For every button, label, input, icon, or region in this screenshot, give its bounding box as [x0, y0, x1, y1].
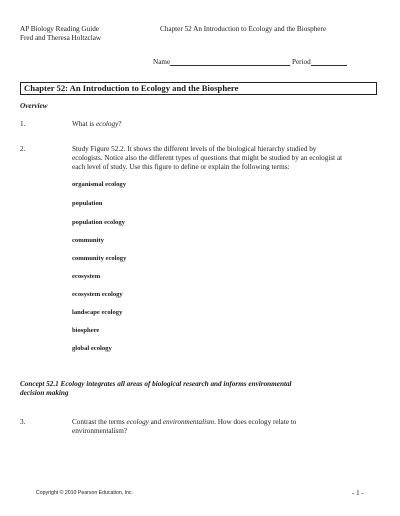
term-item: biosphere: [72, 327, 100, 334]
term-item: community ecology: [72, 255, 127, 262]
authors: Fred and Theresa Holtzclaw: [20, 34, 102, 42]
question-3: [72, 418, 382, 436]
q1-text: What is: [72, 120, 96, 128]
header-left: [20, 25, 101, 43]
chapter-title-box: [20, 82, 377, 95]
term-item: global ecology: [72, 345, 112, 352]
name-period-line: [153, 58, 347, 66]
copyright-notice: Copyright © 2010 Pearson Education, Inc.: [36, 490, 133, 496]
q3-text-after: . How does ecology relate to: [214, 418, 297, 426]
q1-number: 1.: [20, 120, 26, 128]
q3-term-environmentalism: environmentalism: [162, 418, 215, 426]
period-label: Period: [291, 58, 311, 66]
period-blank: [311, 58, 347, 66]
question-2: [72, 145, 382, 172]
q3-number: 3.: [20, 418, 26, 426]
term-item: community: [72, 237, 104, 244]
q2-line-3: each level of study. Use this figure to define or explain the following terms:: [72, 163, 290, 171]
q3-term-ecology: ecology: [126, 418, 149, 426]
q2-line-2: ecologists. Notice also the different types of questions that might be studied by an ecologist at: [72, 154, 343, 162]
course-title: AP Biology Reading Guide: [20, 25, 99, 33]
q3-line-2: environmentalism?: [72, 427, 128, 435]
q2-line-1: Study Figure 52.2. It shows the different levels of the biological hierarchy studied by: [72, 145, 317, 153]
q2-number: 2.: [20, 145, 26, 153]
q3-and: and: [148, 418, 163, 426]
concept-line-2: decision making: [20, 389, 69, 397]
q1-end: ?: [118, 120, 122, 128]
q3-line-1: [72, 418, 382, 427]
term-item: population ecology: [72, 219, 125, 226]
question-1: [72, 120, 122, 129]
term-item: organismal ecology: [72, 181, 127, 188]
header-chapter: Chapter 52 An Introduction to Ecology and the Biosphere: [160, 25, 327, 33]
page-number: - 1 -: [352, 489, 364, 497]
term-item: ecosystem ecology: [72, 291, 123, 298]
concept-line-1: Concept 52.1 Ecology integrates all areas of biological research and informs environmental: [20, 380, 292, 388]
name-label: Name: [153, 58, 171, 66]
q3-text: Contrast the terms: [72, 418, 127, 426]
term-item: ecosystem: [72, 273, 101, 280]
term-item: landscape ecology: [72, 309, 123, 316]
chapter-title: Chapter 52: An Introduction to Ecology and the Biosphere: [24, 83, 239, 93]
term-item: population: [72, 200, 103, 207]
q1-term: ecology: [95, 120, 119, 128]
name-blank: [170, 58, 290, 66]
overview-heading: Overview: [20, 102, 48, 110]
concept-heading: [20, 380, 380, 398]
